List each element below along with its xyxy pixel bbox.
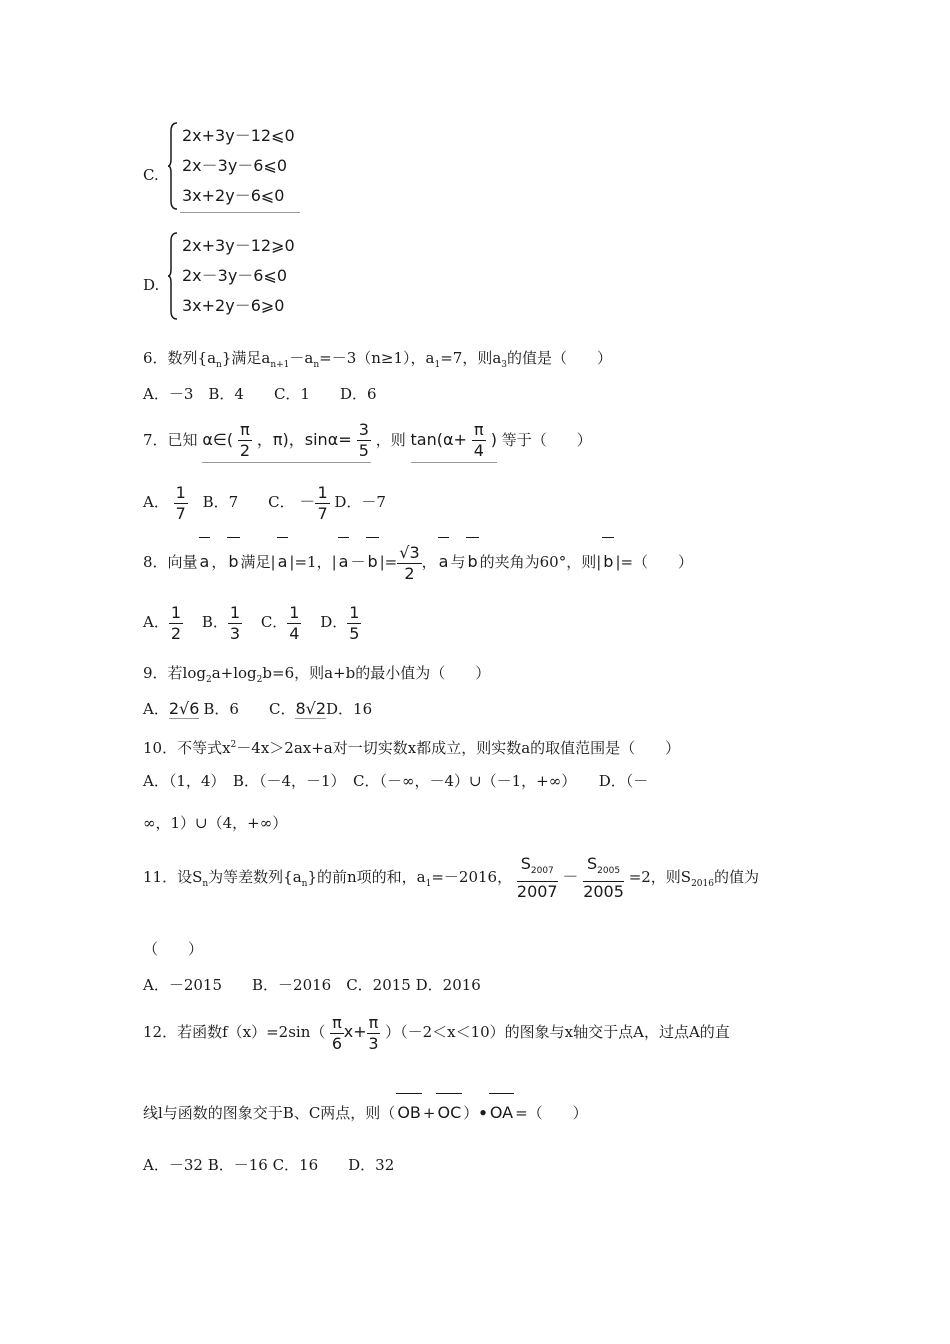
fraction: $\frac{\pi}{4}$	[473, 420, 484, 460]
fraction: $\frac{1}{7}$	[175, 482, 186, 523]
question-7-options: A． $\frac{1}{7}$ B．7 C． － $\frac{1}{7}$ D．－7	[143, 482, 386, 523]
divider	[180, 212, 300, 213]
question-10-options-cont: ∞，1）∪（4，+∞）	[143, 814, 288, 832]
question-9: 9．若$\log_2a+\log_2b=6$，则a+b的最小值为（ ）	[143, 664, 491, 685]
left-brace-icon	[168, 231, 178, 321]
question-8: 8．向量 a ， b 满足| a |=1，| a － b |= $\frac{√3}{2}$ ， a 与 b 的夹角为60°，则| b |=（ ）	[143, 540, 693, 584]
question-12-line2: 线l与函数的图象交于B、C两点，则（ OB + OC ）• OA =（ ）	[143, 1096, 588, 1130]
option-c-system	[168, 121, 308, 211]
option-d-system	[168, 231, 308, 321]
fraction: $\frac{\pi}{3}$	[368, 1012, 379, 1053]
question-10: 10．不等式$x^2-4x>2ax+a$对一切实数x都成立，则实数a的取值范围是（ ）	[143, 739, 681, 757]
fraction: $\frac{\pi}{2}$	[239, 420, 251, 460]
question-12-options: A．－32 B．－16 C．16 D．32	[143, 1156, 395, 1174]
inequality-row: 3x+2y－6⩾0	[182, 296, 285, 315]
option-c-label: C.	[143, 166, 159, 184]
question-9-options: A．2√6 B．6 C．8√2D．16	[143, 699, 373, 718]
option-d-label: D.	[143, 276, 160, 294]
fraction: $\frac{1}{7}$	[317, 482, 328, 523]
tan-expression: tan(α+ $\frac{\pi}{4}$ )	[411, 418, 498, 463]
inequality-row: 2x－3y－6⩽0	[182, 266, 288, 285]
question-6-options: A．－3 B．4 C．1 D．6	[143, 385, 377, 403]
fraction: $\frac{\pi}{6}$	[331, 1012, 343, 1053]
fraction: $\frac{1}{5}$	[349, 602, 360, 643]
fraction: $\frac{1}{2}$	[170, 602, 182, 643]
question-11-paren: （ ）	[143, 940, 204, 958]
fraction: $\frac{S_{2005}}{2005}$	[583, 853, 624, 902]
question-12: 12．若函数f（x）=2sin（ $\frac{\pi}{6}$ x+ $\frac{\pi}{3}$ ）（－2＜x＜10）的图象与x轴交于点A，过点A的直	[143, 1012, 730, 1053]
question-11: 11．设$S_n$为等差数列$\{a_n\}$的前n项的和，$a_1=-2016$， $\frac{S_{2007}}{2007}$ － $\frac{S_{2005}}{2005}$ =2，则$S_{2016}$的值为	[143, 853, 759, 902]
inequality-row: 2x－3y－6⩽0	[182, 156, 288, 175]
inequality-row: 3x+2y－6⩽0	[182, 186, 285, 205]
inequality-row: 2x+3y－12⩾0	[182, 236, 295, 255]
question-11-options: A．－2015 B．－2016 C．2015 D．2016	[143, 976, 481, 994]
question-6: 6．数列$\{a_n\}$满足$a_{n+1}-a_n=-3(n\ge 1)$，$a_1=7$，则$a_3$的值是（ ）	[143, 349, 613, 370]
fraction: $\frac{S_{2007}}{2007}$	[516, 853, 558, 902]
fraction: $\frac{1}{3}$	[229, 602, 241, 643]
fraction: $\frac{√3}{2}$	[399, 542, 420, 583]
alpha-condition: α∈( $\frac{\pi}{2}$ ，π)，sinα= $\frac{3}{5}$	[202, 418, 371, 463]
fraction: $\frac{1}{4}$	[289, 602, 300, 643]
fraction: $\frac{3}{5}$	[358, 420, 369, 460]
question-10-options: A．（1，4） B．（－4，－1） C．（－∞，－4）∪（－1，+∞） D．（－	[143, 772, 649, 790]
inequality-row: 2x+3y－12⩽0	[182, 126, 295, 145]
left-brace-icon	[168, 121, 178, 211]
question-7: 7．已知 α∈( $\frac{\pi}{2}$ ，π)，sinα= $\frac{3}{5}$ ，则 tan(α+ $\frac{\pi}{4}$ ) 等于（ ）	[143, 418, 592, 463]
question-8-options: A． $\frac{1}{2}$ B． $\frac{1}{3}$ C． $\frac{1}{4}$ D． $\frac{1}{5}$	[143, 602, 360, 643]
